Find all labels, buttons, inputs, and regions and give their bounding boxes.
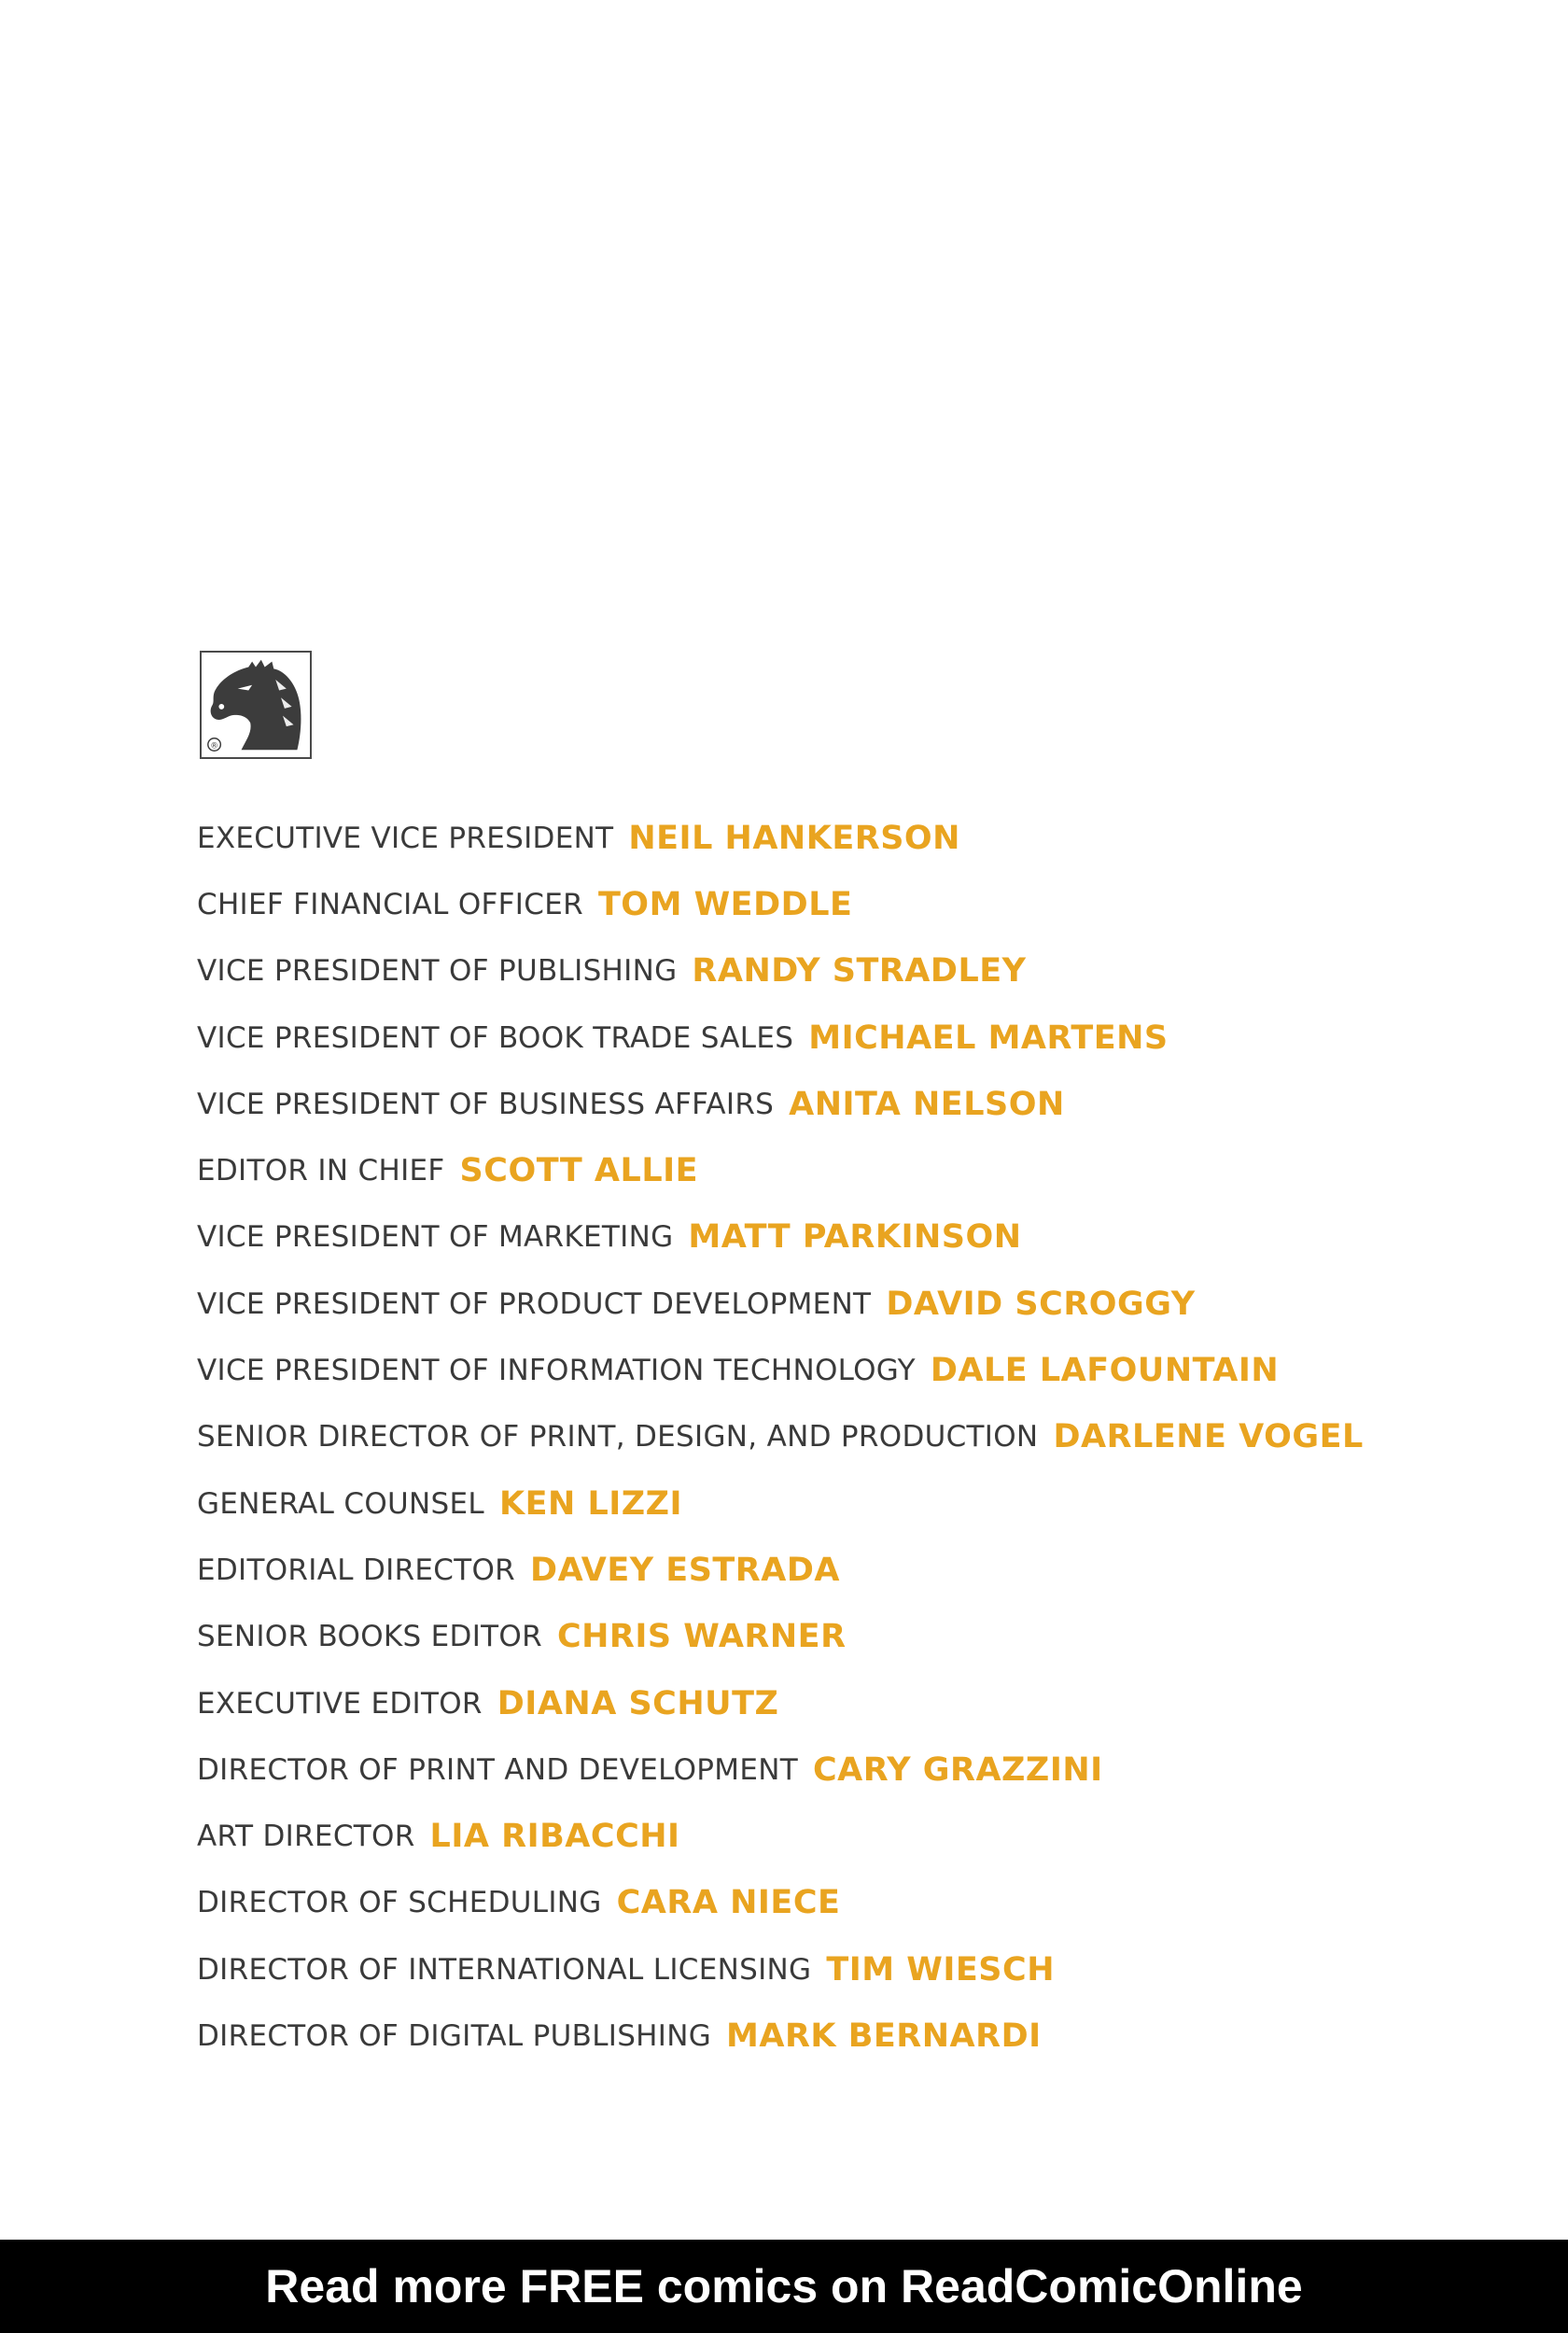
credit-name: DIANA SCHUTZ xyxy=(497,1684,779,1722)
credit-title: DIRECTOR OF INTERNATIONAL LICENSING xyxy=(197,1952,812,1987)
credit-row xyxy=(197,805,1522,871)
credit-name: MARK BERNARDI xyxy=(726,2017,1042,2055)
credit-title: VICE PRESIDENT OF PRODUCT DEVELOPMENT xyxy=(197,1286,872,1321)
credit-title: VICE PRESIDENT OF MARKETING xyxy=(197,1220,674,1255)
credit-title: VICE PRESIDENT OF BOOK TRADE SALES xyxy=(197,1020,794,1055)
credit-row xyxy=(197,1071,1522,1137)
dark-horse-logo-icon xyxy=(202,653,310,757)
credit-title: DIRECTOR OF PRINT AND DEVELOPMENT xyxy=(197,1752,798,1787)
credit-row xyxy=(197,871,1522,937)
credit-row xyxy=(197,1204,1522,1271)
credit-row xyxy=(197,1670,1522,1736)
credit-name: SCOTT ALLIE xyxy=(459,1152,699,1190)
credit-name: DARLENE VOGEL xyxy=(1053,1418,1364,1456)
credit-title: VICE PRESIDENT OF BUSINESS AFFAIRS xyxy=(197,1087,775,1121)
credit-row xyxy=(197,938,1522,1005)
credit-title: EXECUTIVE EDITOR xyxy=(197,1686,483,1721)
credit-title: VICE PRESIDENT OF PUBLISHING xyxy=(197,954,678,989)
credit-row xyxy=(197,1005,1522,1071)
credit-title: CHIEF FINANCIAL OFFICER xyxy=(197,887,583,921)
credit-name: RANDY STRADLEY xyxy=(692,952,1027,991)
credit-row xyxy=(197,1271,1522,1337)
credit-title: DIRECTOR OF DIGITAL PUBLISHING xyxy=(197,2018,712,2053)
credit-row xyxy=(197,1137,1522,1203)
staff-credits-list xyxy=(197,805,1522,2070)
credit-row xyxy=(197,1870,1522,1936)
credit-row xyxy=(197,1604,1522,1670)
credit-title: SENIOR BOOKS EDITOR xyxy=(197,1620,542,1654)
credit-row xyxy=(197,1537,1522,1603)
credit-name: CARY GRAZZINI xyxy=(812,1750,1103,1789)
credit-title: DIRECTOR OF SCHEDULING xyxy=(197,1886,602,1920)
credit-name: CHRIS WARNER xyxy=(556,1618,847,1656)
credit-title: EDITORIAL DIRECTOR xyxy=(197,1553,516,1587)
credit-title: ART DIRECTOR xyxy=(197,1820,415,1854)
credit-name: KEN LIZZI xyxy=(498,1484,683,1523)
credit-title: VICE PRESIDENT OF INFORMATION TECHNOLOGY xyxy=(197,1354,916,1388)
credit-name: MICHAEL MARTENS xyxy=(808,1019,1169,1057)
credit-name: MATT PARKINSON xyxy=(688,1218,1022,1257)
footer-banner[interactable] xyxy=(0,2240,1568,2333)
registered-mark: ® xyxy=(210,741,218,752)
credit-row xyxy=(197,1803,1522,1869)
credit-name: DAVID SCROGGY xyxy=(886,1285,1196,1323)
credit-title: GENERAL COUNSEL xyxy=(197,1486,484,1521)
footer-promo-text[interactable]: Read more FREE comics on ReadComicOnline xyxy=(265,2260,1303,2312)
credit-name: TIM WIESCH xyxy=(826,1950,1055,1989)
credit-title: EDITOR IN CHIEF xyxy=(197,1154,445,1188)
credit-name: CARA NIECE xyxy=(616,1884,841,1922)
credit-name: ANITA NELSON xyxy=(789,1085,1065,1123)
credit-row xyxy=(197,2003,1522,2069)
credit-title: EXECUTIVE VICE PRESIDENT xyxy=(197,821,614,855)
credit-row xyxy=(197,1936,1522,2003)
credit-name: DAVEY ESTRADA xyxy=(530,1551,840,1589)
credit-name: TOM WEDDLE xyxy=(597,885,853,923)
publisher-logo xyxy=(200,651,312,759)
credit-name: LIA RIBACCHI xyxy=(429,1818,680,1856)
credit-row xyxy=(197,1736,1522,1803)
credit-name: NEIL HANKERSON xyxy=(628,819,960,857)
credit-row xyxy=(197,1404,1522,1470)
credit-row xyxy=(197,1337,1522,1403)
credit-title: SENIOR DIRECTOR OF PRINT, DESIGN, AND PRODUCTION xyxy=(197,1420,1039,1455)
credit-name: DALE LAFOUNTAIN xyxy=(930,1352,1280,1390)
credit-row xyxy=(197,1470,1522,1537)
